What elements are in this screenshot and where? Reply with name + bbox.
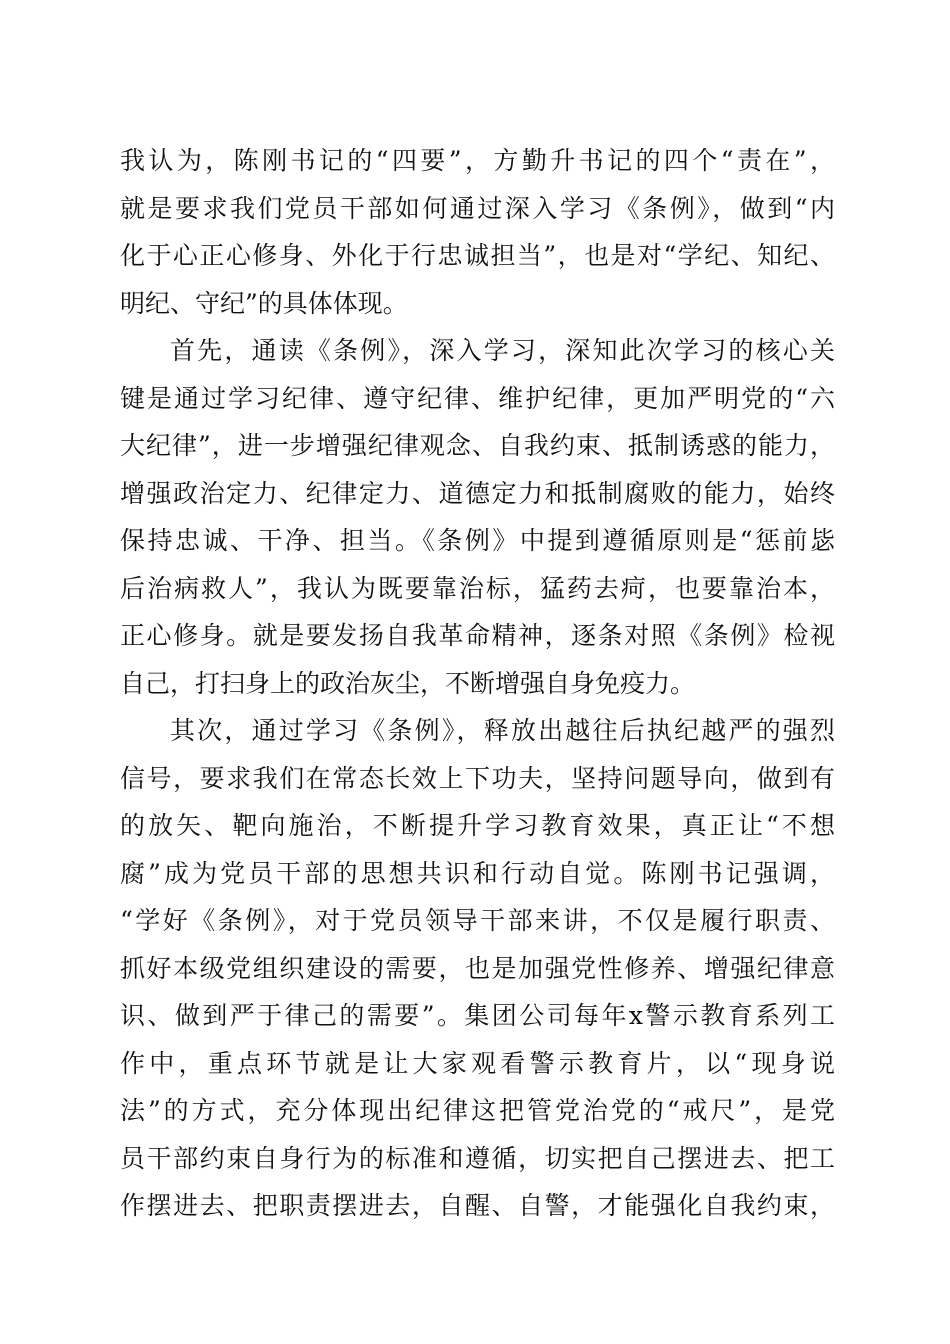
paragraph-3-line-8: 作中，重点环节就是让大家观看警示教育片，以“现身说 bbox=[120, 1048, 835, 1078]
paragraph-1-line-2: 就是要求我们党员干部如何通过深入学习《条例》，做到“内 bbox=[120, 193, 835, 223]
paragraph-1-line-4: 明纪、守纪”的具体体现。 bbox=[120, 288, 408, 318]
paragraph-3-line-7: 识、做到严于律己的需要”。集团公司每年x警示教育系列工 bbox=[120, 1001, 835, 1030]
paragraph-2-line-3: 大纪律”，进一步增强纪律观念、自我约束、抵制诱惑的能力， bbox=[120, 431, 835, 460]
paragraph-3-line-11: 作摆进去、把职责摆进去，自醒、自警，才能强化自我约束， bbox=[120, 1191, 835, 1220]
paragraph-2-line-8: 自己，打扫身上的政治灰尘，不断增强自身免疫力。 bbox=[120, 668, 696, 698]
paragraph-3-line-3: 的放矢、靶向施治，不断提升学习教育效果，真正让“不想 bbox=[120, 811, 835, 840]
paragraph-3-line-1: 其次，通过学习《条例》，释放出越往后执纪越严的强烈 bbox=[170, 716, 835, 745]
paragraph-3-line-9: 法”的方式，充分体现出纪律这把管党治党的“戒尺”，是党 bbox=[120, 1096, 835, 1125]
paragraph-3-line-2: 信号，要求我们在常态长效上下功夫，坚持问题导向，做到有 bbox=[120, 763, 835, 793]
paragraph-2-line-6: 后治病救人”，我认为既要靠治标，猛药去疴，也要靠治本， bbox=[120, 573, 835, 603]
paragraph-3-line-6: 抓好本级党组织建设的需要，也是加强党性修养、增强纪律意 bbox=[120, 953, 835, 983]
paragraph-2-line-7: 正心修身。就是要发扬自我革命精神，逐条对照《条例》检视 bbox=[120, 621, 835, 650]
paragraph-2-line-1: 首先，通读《条例》，深入学习，深知此次学习的核心关 bbox=[170, 336, 835, 365]
paragraph-3-line-10: 员干部约束自身行为的标准和遵循，切实把自己摆进去、把工 bbox=[120, 1143, 835, 1173]
paragraph-3-line-5: “学好《条例》，对于党员领导干部来讲，不仅是履行职责、 bbox=[120, 906, 835, 935]
paragraph-2-line-5: 保持忠诚、干净、担当。《条例》中提到遵循原则是“惩前毖 bbox=[120, 526, 835, 555]
paragraph-3-line-4: 腐”成为党员干部的思想共识和行动自觉。陈刚书记强调， bbox=[120, 858, 835, 888]
paragraph-1-line-1: 我认为，陈刚书记的“四要”，方勤升书记的四个“责在”， bbox=[120, 146, 835, 175]
paragraph-2-line-2: 键是通过学习纪律、遵守纪律、维护纪律，更加严明党的“六 bbox=[120, 383, 835, 413]
paragraph-2-line-4: 增强政治定力、纪律定力、道德定力和抵制腐败的能力，始终 bbox=[120, 478, 835, 508]
document-body bbox=[120, 137, 835, 1230]
paragraph-1-line-3: 化于心正心修身、外化于行忠诚担当”，也是对“学纪、知纪、 bbox=[120, 241, 835, 270]
